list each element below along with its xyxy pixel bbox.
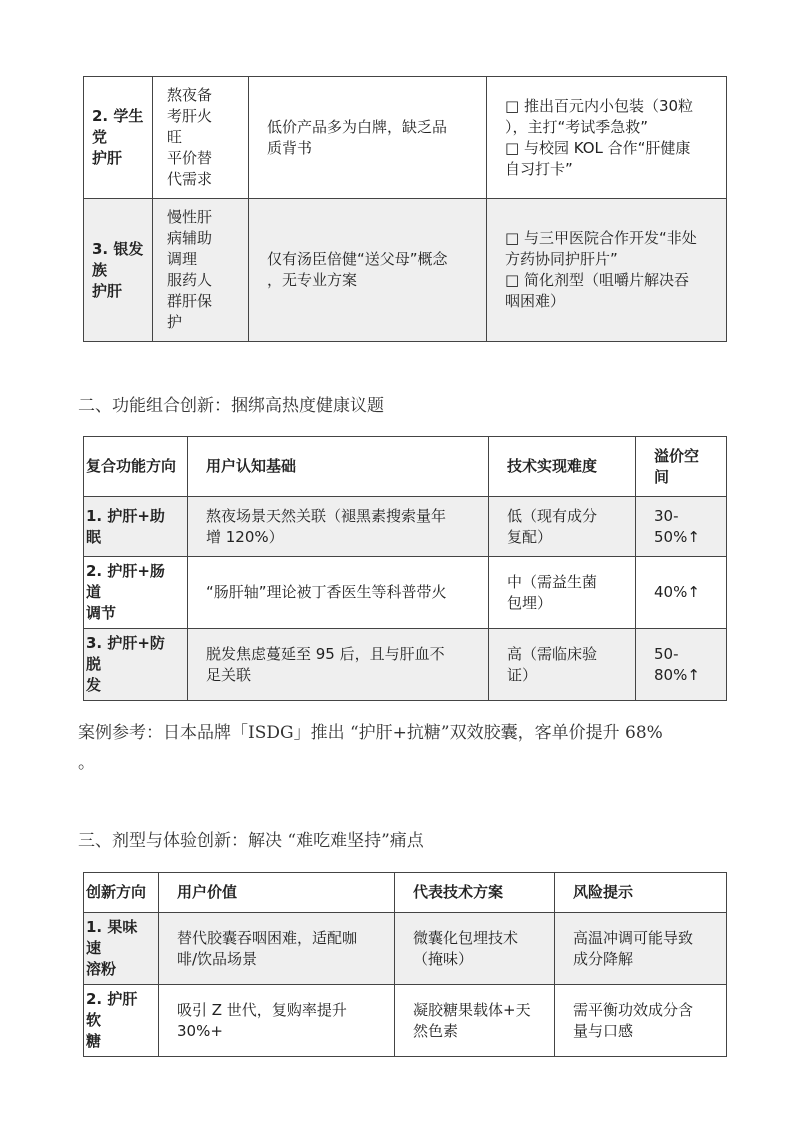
function-combo-table <box>83 436 727 701</box>
combo-basis: 脱发焦虑蔓延至 95 后，且与肝血不 足关联 <box>188 629 489 701</box>
segment-plan: □ 与三甲医院合作开发“非处 方药协同护肝片” □ 简化剂型（咀嚼片解决吞 咽困难） <box>487 199 727 342</box>
segment-need: 慢性肝 病辅助 调理 服药人 群肝保 护 <box>153 199 249 342</box>
column-header: 技术实现难度 <box>489 437 636 497</box>
dosage-form-table <box>83 872 727 1057</box>
innovation-value: 吸引 Z 世代，复购率提升 30%+ <box>159 985 395 1057</box>
segment-name: 3. 银发族 护肝 <box>84 199 153 342</box>
segment-gap: 低价产品多为白牌，缺乏品 质背书 <box>249 77 487 199</box>
innovation-risk: 需平衡功效成分含 量与口感 <box>555 985 727 1057</box>
innovation-name: 2. 护肝软 糖 <box>84 985 159 1057</box>
table-row <box>84 913 727 985</box>
combo-premium: 40%↑ <box>636 557 727 629</box>
column-header: 创新方向 <box>84 873 159 913</box>
table-row <box>84 77 727 199</box>
column-header: 复合功能方向 <box>84 437 188 497</box>
table-row <box>84 557 727 629</box>
combo-name: 2. 护肝+肠道 调节 <box>84 557 188 629</box>
combo-premium: 30- 50%↑ <box>636 497 727 557</box>
segment-table <box>83 76 727 342</box>
segment-gap: 仅有汤臣倍健“送父母”概念 ，无专业方案 <box>249 199 487 342</box>
innovation-tech: 凝胶糖果载体+天 然色素 <box>395 985 555 1057</box>
innovation-risk: 高温冲调可能导致 成分降解 <box>555 913 727 985</box>
combo-premium: 50- 80%↑ <box>636 629 727 701</box>
segment-name: 2. 学生党 护肝 <box>84 77 153 199</box>
table-row <box>84 497 727 557</box>
column-header: 风险提示 <box>555 873 727 913</box>
segment-need: 熬夜备 考肝火 旺 平价替 代需求 <box>153 77 249 199</box>
combo-difficulty: 中（需益生菌 包埋） <box>489 557 636 629</box>
combo-name: 1. 护肝+助眠 <box>84 497 188 557</box>
combo-basis: “肠肝轴”理论被丁香医生等科普带火 <box>188 557 489 629</box>
case-reference: 案例参考：日本品牌「ISDG」推出 “护肝+抗糖”双效胶囊，客单价提升 68% 。 <box>78 723 663 773</box>
column-header: 用户认知基础 <box>188 437 489 497</box>
column-header: 代表技术方案 <box>395 873 555 913</box>
innovation-tech: 微囊化包埋技术 （掩味） <box>395 913 555 985</box>
combo-name: 3. 护肝+防脱 发 <box>84 629 188 701</box>
section-heading: 三、剂型与体验创新：解决 “难吃难坚持”痛点 <box>78 831 424 851</box>
combo-basis: 熬夜场景天然关联（褪黑素搜索量年 增 120%） <box>188 497 489 557</box>
innovation-name: 1. 果味速 溶粉 <box>84 913 159 985</box>
table-row <box>84 629 727 701</box>
combo-difficulty: 高（需临床验 证） <box>489 629 636 701</box>
column-header: 用户价值 <box>159 873 395 913</box>
table-row <box>84 199 727 342</box>
table-header-row <box>84 873 727 913</box>
segment-plan: □ 推出百元内小包装（30粒 ），主打“考试季急救” □ 与校园 KOL 合作“肝健康 自习打卡” <box>487 77 727 199</box>
column-header: 溢价空 间 <box>636 437 727 497</box>
innovation-value: 替代胶囊吞咽困难，适配咖 啡/饮品场景 <box>159 913 395 985</box>
section-heading: 二、功能组合创新：捆绑高热度健康议题 <box>78 396 384 416</box>
table-header-row <box>84 437 727 497</box>
table-row <box>84 985 727 1057</box>
combo-difficulty: 低（现有成分 复配） <box>489 497 636 557</box>
